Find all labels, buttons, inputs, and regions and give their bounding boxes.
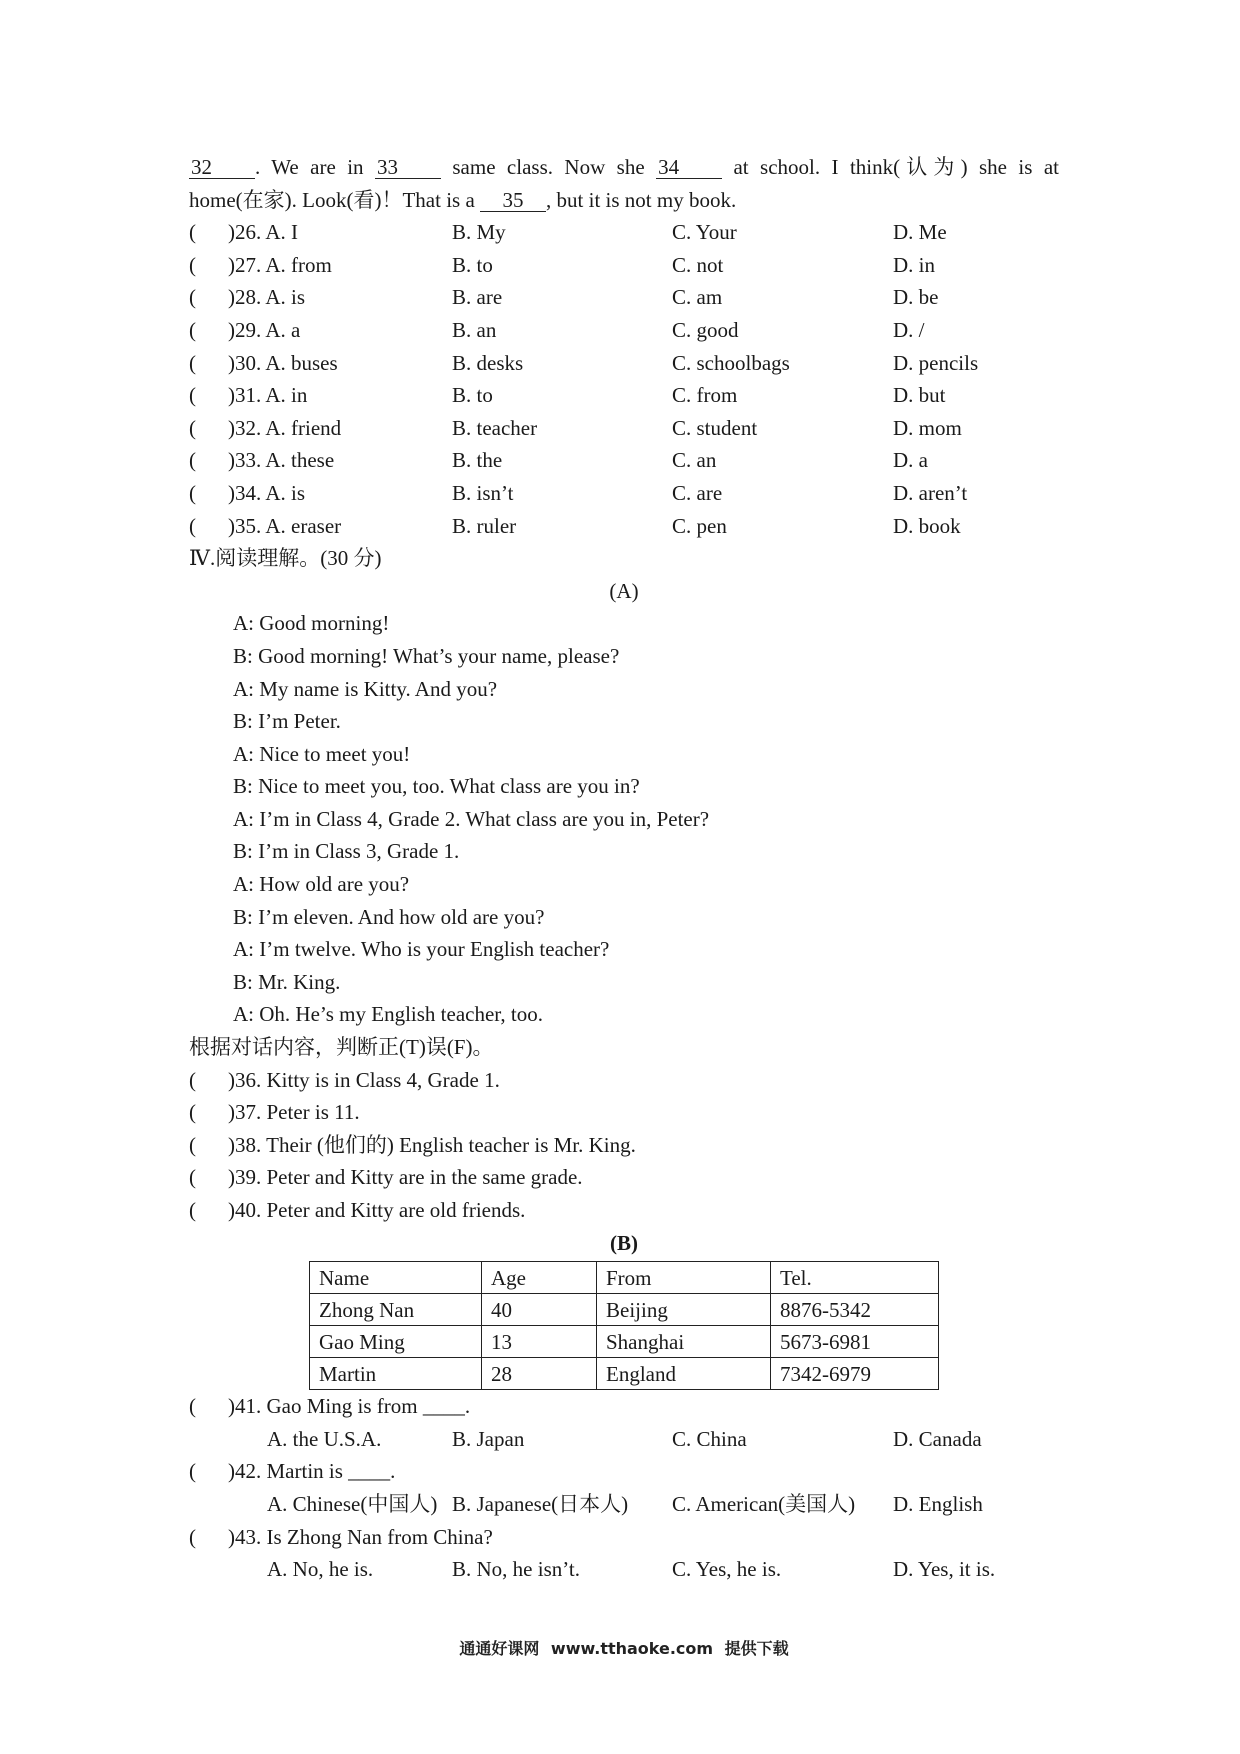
part-b-label: (B) xyxy=(610,1230,638,1255)
option-c: C. from xyxy=(672,383,738,408)
table-cell: 7342-6979 xyxy=(771,1358,939,1390)
table-header-cell: Age xyxy=(482,1262,597,1294)
option-c: C. are xyxy=(672,480,723,505)
answer-bracket-close: ) xyxy=(228,383,235,408)
answer-bracket-close: ) xyxy=(228,1198,235,1222)
answer-bracket-open: ( xyxy=(189,415,196,440)
question-lead xyxy=(228,1194,525,1227)
answer-bracket-open: ( xyxy=(189,317,196,342)
question-number: 37. xyxy=(235,1100,262,1125)
option-row xyxy=(189,1423,1059,1456)
option-b: B. are xyxy=(452,285,503,310)
dialogue-line: A: My name is Kitty. And you? xyxy=(233,676,498,701)
dialogue-line: A: Oh. He’s my English teacher, too. xyxy=(233,1002,544,1027)
question-lead xyxy=(228,216,298,249)
option-b: B. the xyxy=(452,448,503,473)
option-c: C. American(美国人) xyxy=(672,1491,856,1516)
table-cell: 8876-5342 xyxy=(771,1294,939,1326)
option-d: D. a xyxy=(893,448,928,473)
option-b: B. Japanese(日本人) xyxy=(452,1491,629,1516)
question-text: Their (他们的) English teacher is Mr. King. xyxy=(266,1132,636,1157)
option-c: C. pen xyxy=(672,513,727,538)
part-a-label: (A) xyxy=(609,578,639,603)
question-lead xyxy=(228,281,305,314)
option-a: A. Chinese(中国人) xyxy=(267,1491,438,1516)
option-b: B. to xyxy=(452,252,493,277)
option-d: D. Me xyxy=(893,220,947,245)
option-c: C. am xyxy=(672,285,723,310)
table-row xyxy=(310,1326,939,1358)
reading-question xyxy=(189,1390,1059,1423)
option-b: B. My xyxy=(452,220,506,245)
table-cell: 40 xyxy=(482,1294,597,1326)
answer-bracket-close: ) xyxy=(228,1459,235,1484)
dialogue-line: B: I’m eleven. And how old are you? xyxy=(233,904,545,929)
option-a: A. in xyxy=(265,383,308,408)
cloze-passage-line-1 xyxy=(189,151,1059,184)
table-cell: England xyxy=(597,1358,771,1390)
answer-bracket-open: ( xyxy=(189,513,196,538)
answer-bracket-close: ) xyxy=(228,1394,235,1419)
option-a: A. is xyxy=(265,285,306,310)
answer-bracket-open: ( xyxy=(189,252,196,277)
option-b: B. ruler xyxy=(452,513,517,538)
question-lead xyxy=(228,314,300,347)
question-number: 35. xyxy=(235,513,262,538)
question-lead xyxy=(228,1521,493,1554)
option-d: D. Yes, it is. xyxy=(893,1557,996,1582)
answer-bracket-open: ( xyxy=(189,1165,196,1190)
option-d: D. mom xyxy=(893,415,962,440)
question-number: 33. xyxy=(235,448,262,473)
option-a: A. from xyxy=(265,252,332,277)
cloze-question xyxy=(189,477,1059,510)
question-number: 42. xyxy=(235,1459,262,1484)
question-lead xyxy=(228,477,305,510)
option-b: B. teacher xyxy=(452,415,538,440)
answer-bracket-close: ) xyxy=(228,513,235,538)
cloze-question xyxy=(189,249,1059,282)
true-false-question xyxy=(189,1096,1059,1129)
answer-bracket-close: ) xyxy=(228,1067,235,1092)
answer-bracket-open: ( xyxy=(189,350,196,375)
dialogue-line: B: Nice to meet you, too. What class are you in? xyxy=(233,774,640,799)
cloze-question xyxy=(189,314,1059,347)
option-d: D. aren’t xyxy=(893,480,968,505)
table-header-cell: Name xyxy=(310,1262,482,1294)
page-content xyxy=(189,151,1059,1586)
true-false-question xyxy=(189,1161,1059,1194)
option-a: A. a xyxy=(265,317,301,342)
passage-text: at school. I think(认为) she is at xyxy=(722,155,1059,179)
option-d: D. book xyxy=(893,513,961,538)
true-false-instruction: 根据对话内容，判断正(T)误(F)。 xyxy=(189,1035,494,1060)
cloze-blank: 35 xyxy=(480,189,546,212)
reading-question-list xyxy=(189,1390,1059,1586)
dialogue-line: A: I’m in Class 4, Grade 2. What class are you in, Peter? xyxy=(233,806,710,831)
answer-bracket-close: ) xyxy=(228,1132,235,1157)
option-d: D. English xyxy=(893,1491,983,1516)
answer-bracket-close: ) xyxy=(228,1100,235,1125)
table-row xyxy=(310,1358,939,1390)
option-c: C. good xyxy=(672,317,739,342)
answer-bracket-open: ( xyxy=(189,383,196,408)
question-number: 43. xyxy=(235,1524,262,1549)
passage-text: same class. Now she xyxy=(440,155,657,179)
answer-bracket-open: ( xyxy=(189,1394,196,1419)
question-text: Martin is ____. xyxy=(266,1459,396,1484)
true-false-question xyxy=(189,1129,1059,1162)
question-lead xyxy=(228,444,334,477)
question-number: 38. xyxy=(235,1132,262,1157)
option-a: A. I xyxy=(265,220,299,245)
answer-bracket-close: ) xyxy=(228,1524,235,1549)
answer-bracket-open: ( xyxy=(189,1100,196,1125)
table-header-cell: From xyxy=(597,1262,771,1294)
true-false-question xyxy=(189,1064,1059,1097)
answer-bracket-close: ) xyxy=(228,415,235,440)
option-c: C. not xyxy=(672,252,724,277)
answer-bracket-open: ( xyxy=(189,1067,196,1092)
cloze-passage-line-2 xyxy=(189,184,1059,217)
cloze-question xyxy=(189,412,1059,445)
question-text: Gao Ming is from ____. xyxy=(266,1394,471,1419)
answer-bracket-open: ( xyxy=(189,448,196,473)
dialogue-line: B: Good morning! What’s your name, please? xyxy=(233,643,620,668)
option-a: A. eraser xyxy=(265,513,342,538)
option-c: C. an xyxy=(672,448,717,473)
answer-bracket-open: ( xyxy=(189,480,196,505)
table-cell: 5673-6981 xyxy=(771,1326,939,1358)
dialogue-line: A: Good morning! xyxy=(233,611,390,636)
true-false-question xyxy=(189,1194,1059,1227)
question-lead xyxy=(228,1129,636,1162)
question-number: 29. xyxy=(235,317,262,342)
cloze-blank: 33 xyxy=(375,156,441,179)
section-heading: Ⅳ.阅读理解。(30 分) xyxy=(189,546,382,571)
question-text: Peter is 11. xyxy=(266,1100,360,1125)
option-a: A. buses xyxy=(265,350,338,375)
cloze-question xyxy=(189,444,1059,477)
table-cell: Beijing xyxy=(597,1294,771,1326)
passage-text: home(在家). Look(看)！That is a xyxy=(189,187,481,212)
question-number: 36. xyxy=(235,1067,262,1092)
answer-bracket-open: ( xyxy=(189,1524,196,1549)
question-number: 26. xyxy=(235,220,262,245)
cloze-question xyxy=(189,281,1059,314)
question-lead xyxy=(228,1455,395,1488)
option-row xyxy=(189,1488,1059,1521)
question-lead xyxy=(228,1161,583,1194)
answer-bracket-close: ) xyxy=(228,285,235,310)
question-number: 39. xyxy=(235,1165,262,1190)
answer-bracket-close: ) xyxy=(228,317,235,342)
question-number: 28. xyxy=(235,285,262,310)
cloze-question xyxy=(189,347,1059,380)
passage-text: , but it is not my book. xyxy=(546,187,737,212)
footer-credit: 通通好课网 www.tthaoke.com 提供下载 xyxy=(459,1639,789,1658)
table-cell: 13 xyxy=(482,1326,597,1358)
answer-bracket-close: ) xyxy=(228,220,235,245)
dialogue-line: A: How old are you? xyxy=(233,872,410,897)
answer-bracket-close: ) xyxy=(228,480,235,505)
answer-bracket-close: ) xyxy=(228,350,235,375)
dialogue-line: B: I’m in Class 3, Grade 1. xyxy=(233,839,460,864)
question-lead xyxy=(228,379,307,412)
table-cell: 28 xyxy=(482,1358,597,1390)
option-b: B. No, he isn’t. xyxy=(452,1557,580,1582)
question-lead xyxy=(228,1390,470,1423)
table-cell: Shanghai xyxy=(597,1326,771,1358)
answer-bracket-open: ( xyxy=(189,1198,196,1222)
passage-text: . We are in xyxy=(255,155,375,179)
question-lead xyxy=(228,347,338,380)
option-b: B. isn’t xyxy=(452,480,514,505)
option-c: C. schoolbags xyxy=(672,350,790,375)
dialogue-line: B: I’m Peter. xyxy=(233,709,341,734)
option-b: B. an xyxy=(452,317,497,342)
option-d: D. pencils xyxy=(893,350,979,375)
answer-bracket-open: ( xyxy=(189,1459,196,1484)
option-c: C. student xyxy=(672,415,758,440)
answer-bracket-open: ( xyxy=(189,285,196,310)
answer-bracket-open: ( xyxy=(189,1132,196,1157)
question-number: 34. xyxy=(235,480,262,505)
option-d: D. in xyxy=(893,252,935,277)
cloze-blank: 32 xyxy=(189,156,255,179)
table-cell: Zhong Nan xyxy=(310,1294,482,1326)
question-lead xyxy=(228,1064,500,1097)
question-number: 32. xyxy=(235,415,262,440)
option-d: D. but xyxy=(893,383,946,408)
question-lead xyxy=(228,1096,360,1129)
question-number: 30. xyxy=(235,350,262,375)
table-cell: Martin xyxy=(310,1358,482,1390)
table-cell: Gao Ming xyxy=(310,1326,482,1358)
option-a: A. friend xyxy=(265,415,342,440)
question-text: Peter and Kitty are in the same grade. xyxy=(266,1165,583,1190)
answer-bracket-open: ( xyxy=(189,220,196,245)
option-b: B. Japan xyxy=(452,1426,525,1451)
option-a: A. is xyxy=(265,480,306,505)
answer-bracket-close: ) xyxy=(228,448,235,473)
option-b: B. desks xyxy=(452,350,524,375)
cloze-question-list xyxy=(189,216,1059,542)
question-number: 27. xyxy=(235,252,262,277)
question-lead xyxy=(228,510,341,543)
question-text: Is Zhong Nan from China? xyxy=(266,1524,493,1549)
option-a: A. No, he is. xyxy=(267,1557,374,1582)
dialogue-line: B: Mr. King. xyxy=(233,969,341,994)
table-header-cell: Tel. xyxy=(771,1262,939,1294)
dialogue-line: A: I’m twelve. Who is your English teacher? xyxy=(233,937,610,962)
option-a: A. the U.S.A. xyxy=(267,1426,382,1451)
option-row xyxy=(189,1553,1059,1586)
dialogue-line: A: Nice to meet you! xyxy=(233,741,411,766)
question-text: Kitty is in Class 4, Grade 1. xyxy=(266,1067,500,1092)
question-number: 41. xyxy=(235,1394,262,1419)
option-c: C. China xyxy=(672,1426,747,1451)
option-d: D. Canada xyxy=(893,1426,982,1451)
option-d: D. be xyxy=(893,285,939,310)
reading-question xyxy=(189,1455,1059,1488)
question-lead xyxy=(228,249,332,282)
question-number: 40. xyxy=(235,1198,262,1222)
reading-question xyxy=(189,1521,1059,1554)
cloze-question xyxy=(189,216,1059,249)
answer-bracket-close: ) xyxy=(228,252,235,277)
table-header-row xyxy=(310,1262,939,1294)
true-false-question-list xyxy=(189,1064,1059,1227)
info-table xyxy=(309,1261,939,1390)
cloze-blank: 34 xyxy=(656,156,722,179)
cloze-question xyxy=(189,379,1059,412)
question-lead xyxy=(228,412,341,445)
cloze-question xyxy=(189,510,1059,543)
question-text: Peter and Kitty are old friends. xyxy=(266,1198,526,1222)
option-c: C. Your xyxy=(672,220,737,245)
answer-bracket-close: ) xyxy=(228,1165,235,1190)
question-number: 31. xyxy=(235,383,262,408)
table-row xyxy=(310,1294,939,1326)
option-a: A. these xyxy=(265,448,335,473)
option-b: B. to xyxy=(452,383,493,408)
dialogue xyxy=(189,607,1059,1031)
option-d: D. / xyxy=(893,317,925,342)
option-c: C. Yes, he is. xyxy=(672,1557,782,1582)
